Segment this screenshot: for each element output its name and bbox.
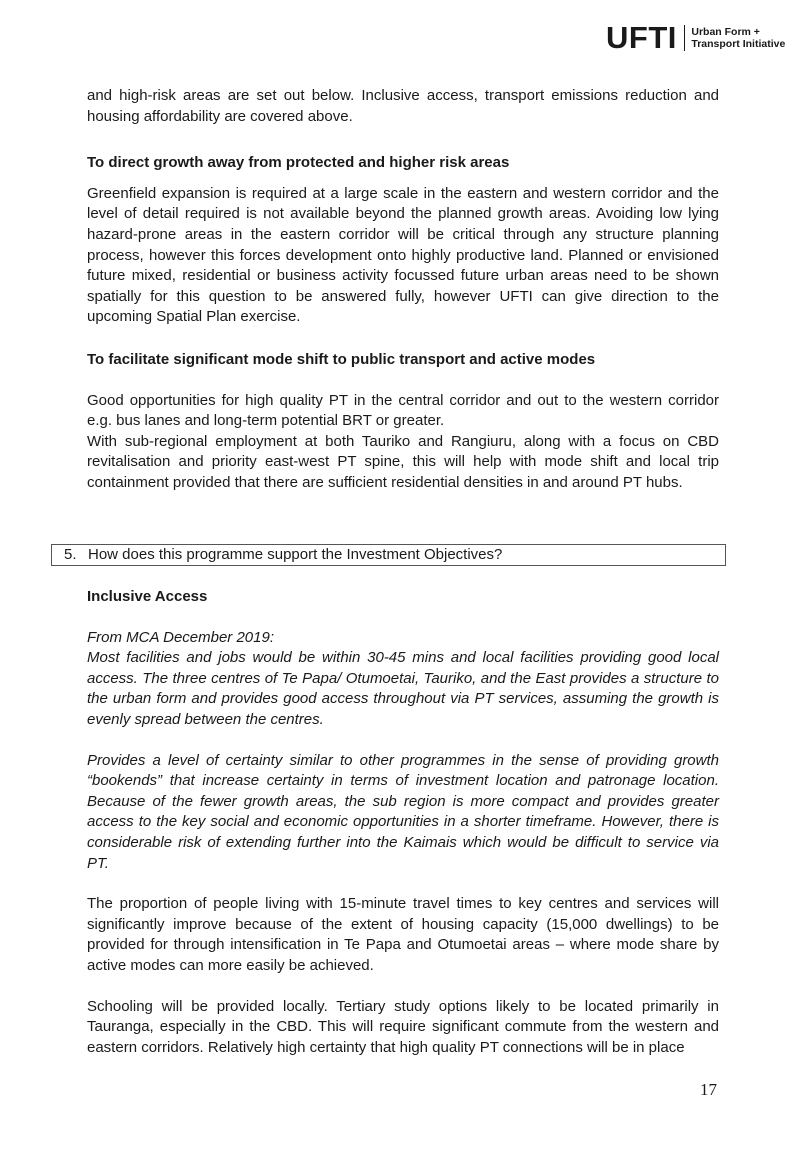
logo-divider	[684, 25, 686, 51]
question-box	[51, 544, 726, 566]
section-inclusive-access	[87, 587, 719, 1058]
question-number: 5.	[64, 546, 77, 563]
paragraph-schooling: Schooling will be provided locally. Tertiary study options likely to be located primarily in Tauranga, especially in the CBD. This will require significant commute from the western and eastern corridors. Relatively high certainty that high quality PT connections will be in place	[87, 997, 719, 1056]
ufti-logo	[606, 22, 785, 53]
paragraph-15-minute: The proportion of people living with 15-minute travel times to key centres and services will significantly improve because of the extent of housing capacity (15,000 dwellings) to be provided for through intensification in Te Papa and Otumoetai areas – where mode share by active modes can more easily be achieved.	[87, 895, 719, 974]
mca-paragraph-1: Most facilities and jobs would be within 30-45 mins and local facilities providing good local access. The three centres of Te Papa/ Otumoetai, Tauriko, and the East provides a structure to the urban form and provides good access throughout via PT services, assuming the growth is evenly spread between the centres.	[87, 649, 719, 728]
section-growth-and-mode-shift	[87, 86, 719, 494]
logo-mark: UFTI	[606, 20, 677, 55]
logo-line-2: Transport Initiative	[691, 37, 786, 50]
mca-label: From MCA December 2019:	[87, 628, 275, 646]
heading-mode-shift: To facilitate significant mode shift to public transport and active modes	[87, 350, 596, 368]
question-text: How does this programme support the Investment Objectives?	[88, 546, 503, 563]
heading-inclusive-access: Inclusive Access	[87, 588, 208, 605]
paragraph-pt-opportunities: Good opportunities for high quality PT in the central corridor and out to the western corridor e.g. bus lanes and long-term potential BRT or greater.	[87, 391, 719, 430]
logo-line-1: Urban Form +	[691, 25, 760, 38]
intro-paragraph: and high-risk areas are set out below. Inclusive access, transport emissions reduction and housing affordability are covered above.	[87, 87, 719, 125]
paragraph-greenfield: Greenfield expansion is required at a large scale in the eastern and western corridor and the level of detail required is not available beyond the planned growth areas. Avoiding low lying hazard-prone areas in the eastern corridor will be critical through any structure planning process, however this forces development onto highly productive land. Planned or envisioned future mixed, residential or business activity focussed future urban areas need to be shown spatially for this question to be answered fully, however UFTI can give direction to the upcoming Spatial Plan exercise.	[87, 184, 719, 326]
mca-paragraph-2: Provides a level of certainty similar to other programmes in the sense of providing growth “bookends” that increase certainty in terms of investment location and patronage location. Because of the fewer growth areas, the sub region is more compact and provides greater access to the key social and economic opportunities in a shorter timeframe. However, there is considerable risk of extending further into the Kaimais which would be difficult to service via PT.	[87, 751, 719, 872]
logo-text	[691, 26, 785, 50]
page-number: 17	[700, 1080, 717, 1099]
paragraph-employment: With sub-regional employment at both Tauriko and Rangiuru, along with a focus on CBD revitalisation and priority east-west PT spine, this will help with mode shift and local trip containment provided that there are sufficient residential densities in and around PT hubs.	[87, 432, 719, 491]
heading-direct-growth: To direct growth away from protected and higher risk areas	[87, 154, 510, 172]
